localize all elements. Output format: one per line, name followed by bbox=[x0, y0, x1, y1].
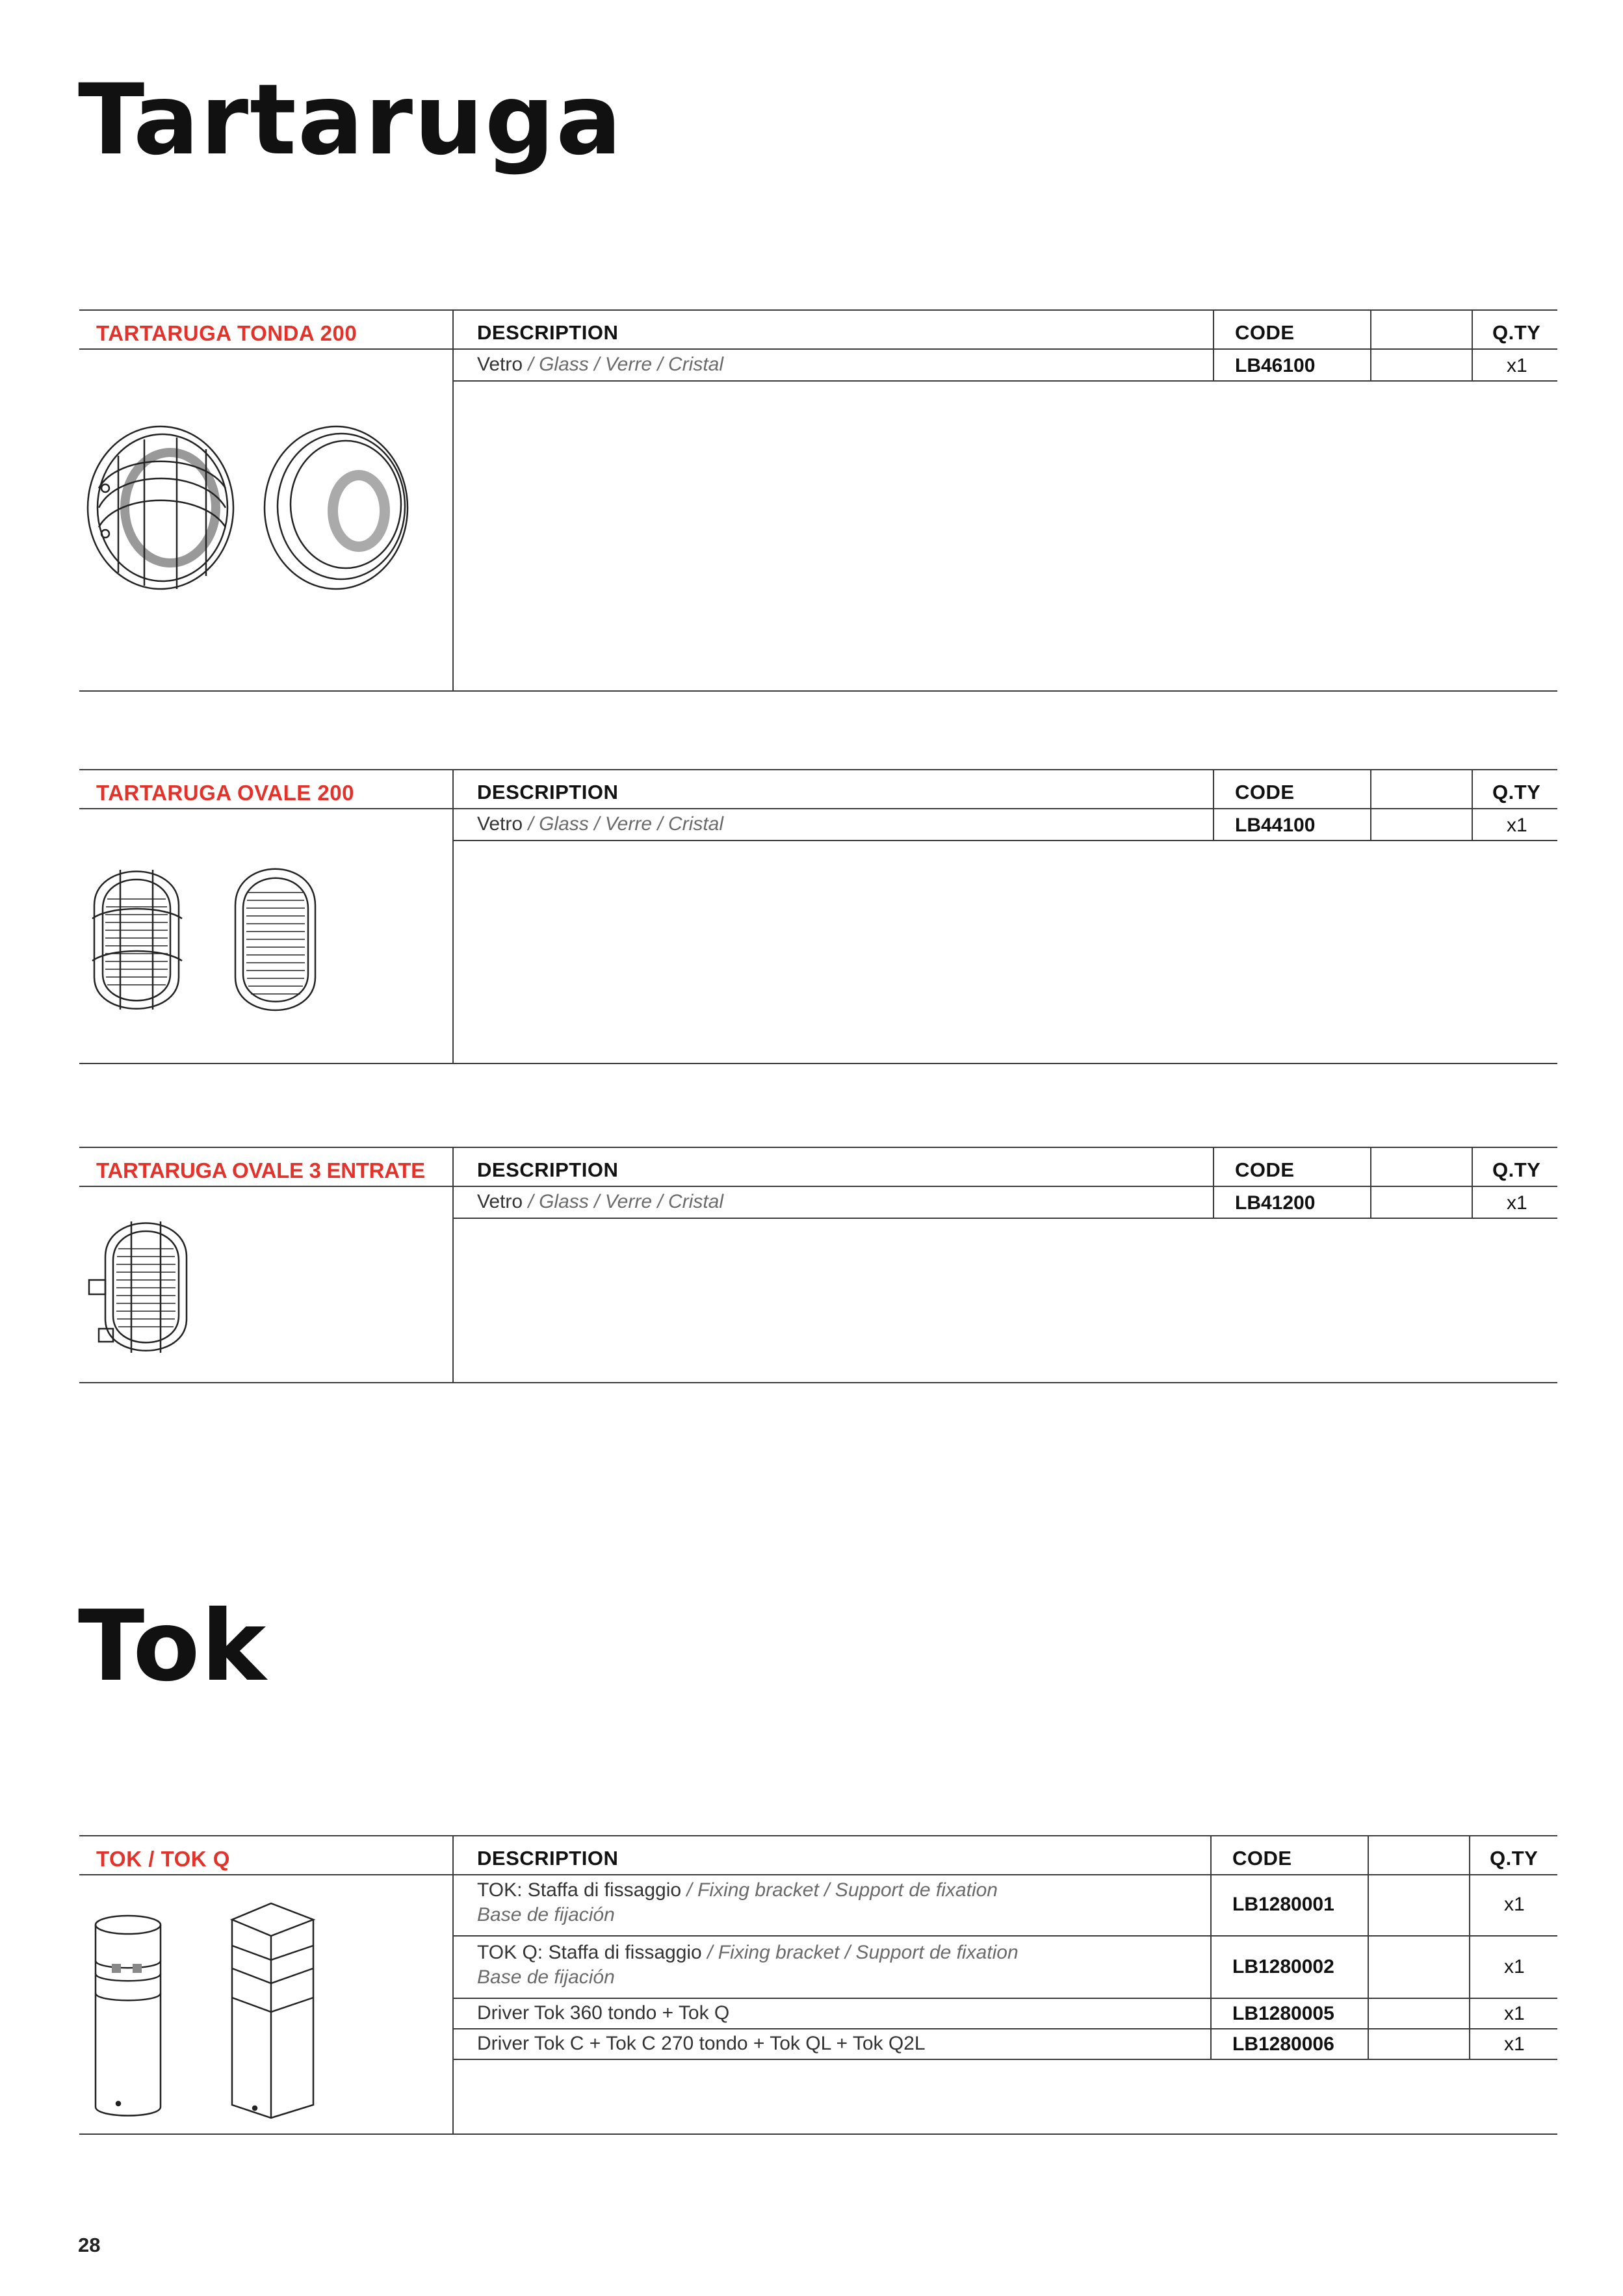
row-description bbox=[477, 1940, 1019, 1990]
oval-plain-lamp-drawing bbox=[227, 854, 325, 1023]
round-plain-lamp-drawing bbox=[265, 430, 421, 599]
row-description: Driver Tok C + Tok C 270 tondo + Tok QL + Tok Q2L bbox=[477, 2033, 926, 2054]
description-translations: / Fixing bracket / Support de fixation bbox=[701, 1942, 1019, 1963]
row-code: LB1280005 bbox=[1232, 2003, 1334, 2024]
row-code: LB1280002 bbox=[1232, 1956, 1334, 1977]
code-header: CODE bbox=[1235, 321, 1295, 344]
qty-header: Q.TY bbox=[1492, 321, 1541, 344]
row-qty: x1 bbox=[1504, 2003, 1525, 2024]
product-title: TARTARUGA OVALE 200 bbox=[96, 781, 354, 805]
description-translation-es: Base de fijación bbox=[477, 1904, 615, 1925]
row-qty: x1 bbox=[1504, 1956, 1525, 1977]
product-title: TARTARUGA TONDA 200 bbox=[96, 321, 357, 345]
row-qty: x1 bbox=[1507, 1192, 1527, 1214]
product-title: TARTARUGA OVALE 3 ENTRATE bbox=[96, 1158, 425, 1182]
description-header: DESCRIPTION bbox=[477, 781, 619, 803]
product-table-tonda-200 bbox=[79, 309, 1557, 692]
row-description bbox=[477, 1878, 998, 1927]
description-main: TOK: Staffa di fissaggio bbox=[477, 1879, 682, 1901]
description-translation-es: Base de fijación bbox=[477, 1966, 615, 1988]
row-code: LB1280006 bbox=[1232, 2033, 1334, 2055]
description-main: TOK Q: Staffa di fissaggio bbox=[477, 1942, 702, 1963]
description-header: DESCRIPTION bbox=[477, 1847, 619, 1870]
row-qty: x1 bbox=[1504, 2033, 1525, 2055]
product-table-ovale-200 bbox=[79, 769, 1557, 1064]
row-qty: x1 bbox=[1504, 1894, 1525, 1915]
description-header: DESCRIPTION bbox=[477, 1158, 619, 1181]
code-header: CODE bbox=[1235, 1158, 1295, 1181]
description-translations: / Glass / Verre / Cristal bbox=[523, 1191, 724, 1212]
row-code: LB1280001 bbox=[1232, 1894, 1334, 1915]
oval-caged-lamp-drawing bbox=[84, 854, 188, 1023]
code-header: CODE bbox=[1235, 781, 1295, 803]
row-code: LB44100 bbox=[1235, 815, 1316, 836]
qty-header: Q.TY bbox=[1490, 1847, 1539, 1870]
row-description bbox=[477, 1190, 723, 1214]
row-qty: x1 bbox=[1507, 815, 1527, 836]
product-table-tok bbox=[79, 1835, 1557, 2135]
qty-header: Q.TY bbox=[1492, 1158, 1541, 1181]
row-code: LB46100 bbox=[1235, 355, 1316, 376]
round-caged-lamp-drawing bbox=[79, 430, 235, 605]
description-translations: / Glass / Verre / Cristal bbox=[523, 813, 724, 835]
code-header: CODE bbox=[1232, 1847, 1292, 1870]
product-table-ovale-3-entrate bbox=[79, 1147, 1557, 1383]
qty-header: Q.TY bbox=[1492, 781, 1541, 803]
description-main: Vetro bbox=[477, 354, 523, 375]
square-bollard-drawing bbox=[229, 1900, 320, 2121]
description-translations: / Glass / Verre / Cristal bbox=[523, 354, 724, 375]
round-bollard-drawing bbox=[92, 1912, 170, 2120]
description-main: Vetro bbox=[477, 813, 523, 835]
section-heading-tok: Tok bbox=[78, 1590, 268, 1703]
row-description bbox=[477, 352, 723, 377]
oval-caged-3-entries-lamp-drawing bbox=[86, 1208, 200, 1371]
description-main: Vetro bbox=[477, 1191, 523, 1212]
section-heading-tartaruga: Tartaruga bbox=[78, 64, 623, 177]
description-translations: / Fixing bracket / Support de fixation bbox=[681, 1879, 998, 1901]
page-number: 28 bbox=[78, 2234, 101, 2256]
row-description bbox=[477, 812, 723, 837]
description-header: DESCRIPTION bbox=[477, 321, 619, 344]
product-title: TOK / TOK Q bbox=[96, 1847, 230, 1871]
row-description: Driver Tok 360 tondo + Tok Q bbox=[477, 2002, 730, 2024]
row-code: LB41200 bbox=[1235, 1192, 1316, 1214]
row-qty: x1 bbox=[1507, 355, 1527, 376]
